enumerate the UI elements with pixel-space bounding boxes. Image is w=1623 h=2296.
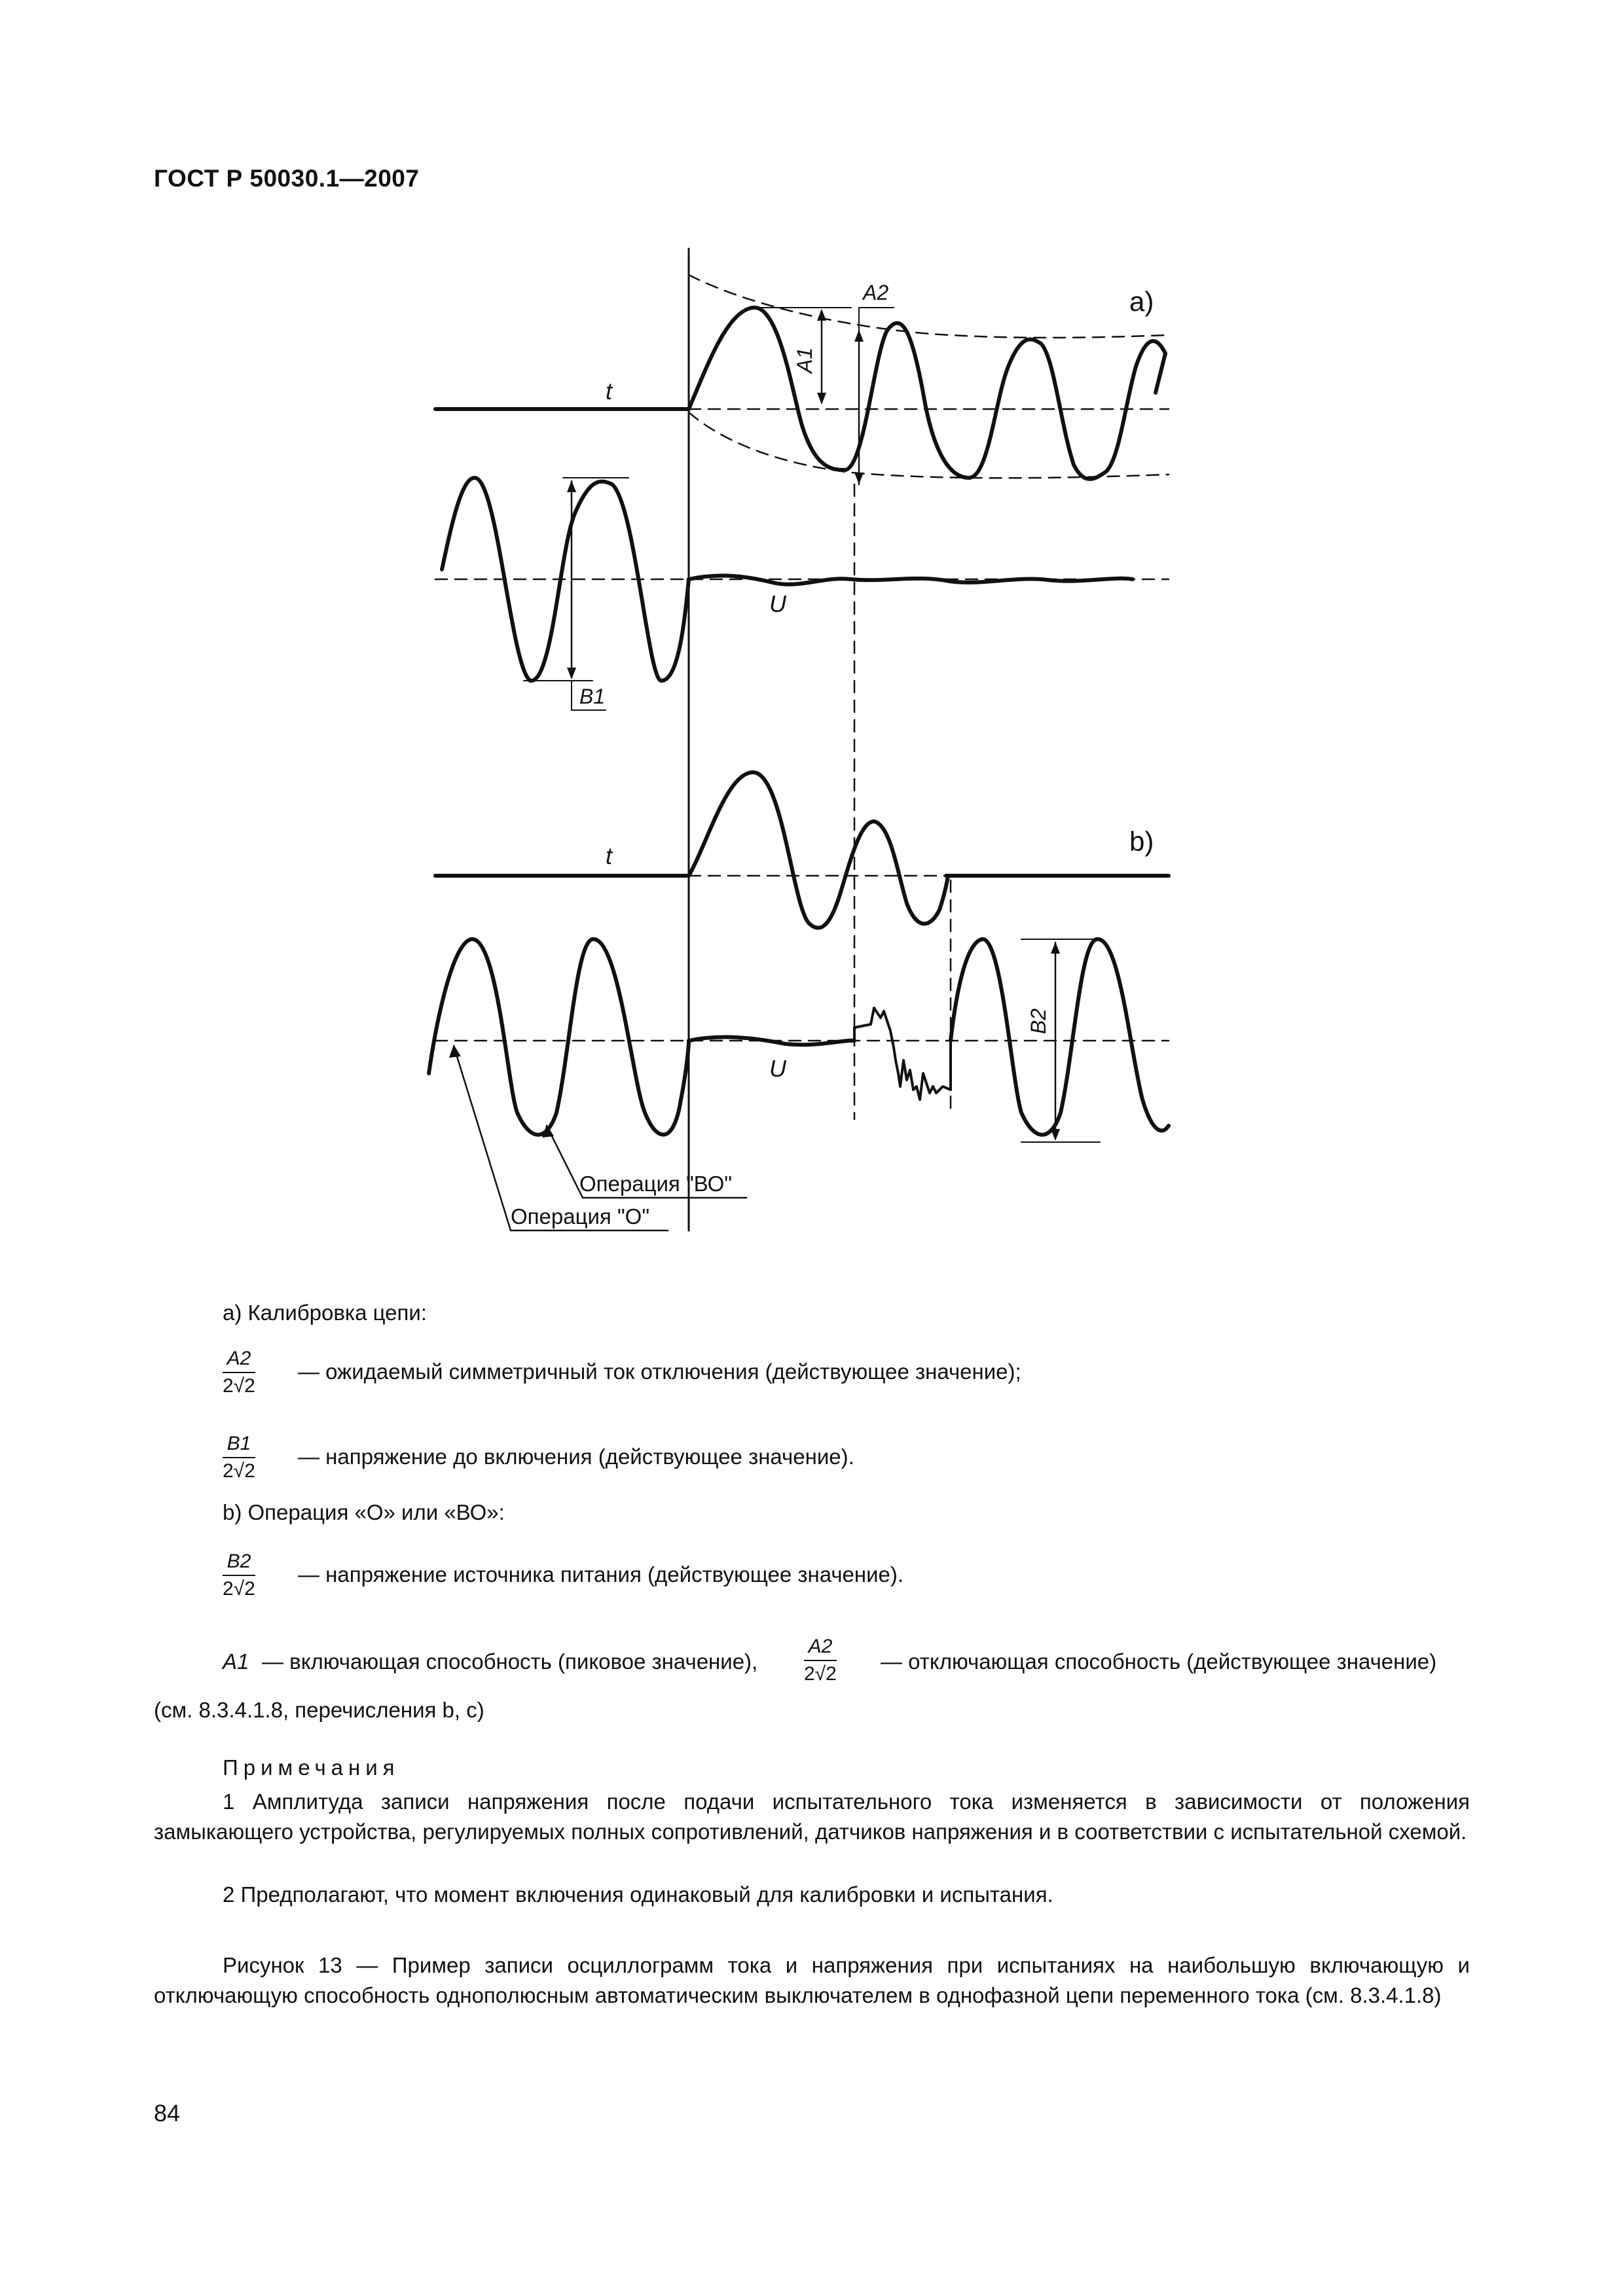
b-label-u: U	[769, 1055, 786, 1082]
fraction-numerator: B2	[223, 1551, 255, 1576]
legend-a-fraction-1	[223, 1348, 255, 1397]
page-number: 84	[154, 2100, 181, 2126]
b-voltage-transient	[854, 1008, 951, 1100]
legend-a-item-2: — напряжение до включения (действующее значение).	[298, 1444, 854, 1469]
note-1: 1 Амплитуда записи напряжения после подачи испытательного тока изменяется в зависимости от положения замыкающего устройства, регулируемых полных сопротивлений, датчиков напряжения и в соответствии с испытательной схемой.	[154, 1789, 1470, 1844]
def-a1-symbol: A1	[223, 1649, 249, 1674]
label-b2: B2	[1027, 1008, 1050, 1034]
fraction-numerator: A2	[223, 1348, 255, 1373]
note-2: 2 Предполагают, что момент включения одинаковый для калибровки и испытания.	[223, 1882, 1053, 1907]
document-header: ГОСТ Р 50030.1—2007	[154, 165, 420, 192]
b-voltage-wave-left	[429, 939, 689, 1135]
a-envelope-upper	[689, 275, 1169, 338]
legend-a-title: a) Калибровка цепи:	[223, 1300, 427, 1325]
label-a1: A1	[793, 347, 816, 373]
legend-b-fraction-1	[223, 1551, 255, 1600]
panel-b-label: b)	[1129, 826, 1154, 857]
b-current-wave	[689, 772, 948, 928]
def-reference: (см. 8.3.4.1.8, перечисления b, c)	[154, 1698, 484, 1722]
fraction-denominator: 2√2	[223, 1578, 255, 1600]
fraction-numerator: A2	[804, 1636, 837, 1661]
a-label-u: U	[769, 590, 786, 617]
fraction-denominator: 2√2	[804, 1663, 837, 1685]
callout-o: Операция "О"	[511, 1204, 650, 1229]
def-fraction-text: — отключающая способность (действующее значение)	[881, 1649, 1437, 1674]
b-label-t: t	[606, 842, 613, 869]
callout-vo: Операция "ВО"	[579, 1172, 732, 1196]
label-a2: A2	[863, 281, 889, 304]
label-b1: B1	[579, 685, 606, 708]
a-label-t: t	[606, 378, 613, 404]
b-voltage-wave-right	[951, 939, 1169, 1135]
fraction-numerator: B1	[223, 1433, 255, 1458]
notes-title: Примечания	[223, 1755, 400, 1780]
fraction-denominator: 2√2	[223, 1375, 255, 1397]
def-fraction	[804, 1636, 837, 1685]
legend-a-item-1: — ожидаемый симметричный ток отключения (действующее значение);	[298, 1359, 1021, 1384]
fraction-denominator: 2√2	[223, 1460, 255, 1482]
figure-caption: Рисунок 13 — Пример записи осциллограмм тока и напряжения при испытаниях на наибольшую включающую и отключающую способность однополюсным автоматическим выключателем в однофазной цепи переменного тока (см. 8.3.4.1.8)	[154, 1953, 1470, 2007]
legend-b-title: b) Операция «О» или «ВО»:	[223, 1500, 505, 1524]
a-voltage-residual	[689, 576, 1133, 584]
legend-b-item-1: — напряжение источника питания (действующее значение).	[298, 1562, 904, 1587]
def-a1-text: — включающая способность (пиковое значение),	[262, 1649, 758, 1674]
panel-a-label: a)	[1129, 286, 1154, 317]
legend-a-fraction-2	[223, 1433, 255, 1482]
